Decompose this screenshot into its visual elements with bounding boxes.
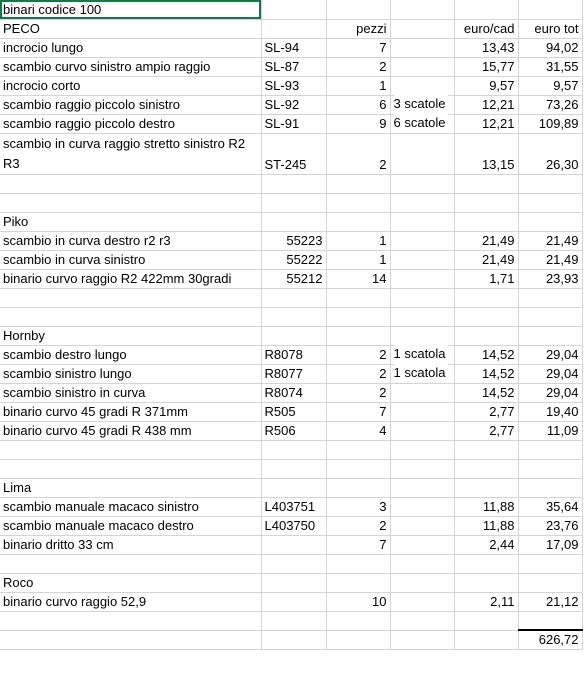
sheet-row (0, 421, 582, 440)
sheet-row (0, 250, 582, 269)
cell-description[interactable]: scambio sinistro lungo (0, 364, 261, 383)
cell-euro-cad[interactable] (454, 611, 518, 630)
cell-euro-tot[interactable] (518, 193, 582, 212)
cell-pezzi[interactable]: 1 (326, 231, 390, 250)
cell-note[interactable] (390, 57, 454, 76)
cell-note[interactable] (390, 402, 454, 421)
cell-euro-tot[interactable]: 73,26 (518, 95, 582, 114)
cell-pezzi[interactable]: 2 (326, 383, 390, 402)
cell-euro-tot[interactable] (518, 174, 582, 193)
cell-euro-tot[interactable] (518, 326, 582, 345)
cell-euro-tot[interactable] (518, 307, 582, 326)
cell-euro-tot[interactable] (518, 478, 582, 497)
cell-euro-cad[interactable] (454, 573, 518, 592)
cell-pezzi[interactable] (326, 611, 390, 630)
cell-pezzi[interactable] (326, 478, 390, 497)
cell-note[interactable] (390, 76, 454, 95)
cell-pezzi[interactable] (326, 326, 390, 345)
cell-code[interactable] (261, 307, 326, 326)
cell-description[interactable]: PECO (0, 19, 261, 38)
cell-pezzi[interactable]: 1 (326, 76, 390, 95)
cell-note[interactable] (390, 364, 454, 383)
cell-euro-cad[interactable] (454, 459, 518, 478)
cell-code[interactable] (261, 611, 326, 630)
sheet-row (0, 592, 582, 611)
cell-note[interactable] (390, 421, 454, 440)
cell-code[interactable]: SL-91 (261, 114, 326, 133)
cell-note[interactable] (390, 630, 454, 650)
sheet-row (0, 535, 582, 554)
cell-pezzi[interactable] (326, 193, 390, 212)
cell-euro-tot[interactable]: 94,02 (518, 38, 582, 57)
sheet-row (0, 19, 582, 38)
cell-euro-tot[interactable]: 21,49 (518, 231, 582, 250)
cell-euro-tot[interactable]: 23,76 (518, 516, 582, 535)
sheet-row (0, 57, 582, 76)
sheet-row (0, 630, 582, 650)
cell-description[interactable]: scambio raggio piccolo sinistro (0, 95, 261, 114)
cell-code[interactable]: SL-87 (261, 57, 326, 76)
cell-euro-tot[interactable]: 35,64 (518, 497, 582, 516)
cell-pezzi[interactable] (326, 212, 390, 231)
cell-note[interactable] (390, 174, 454, 193)
cell-euro-cad[interactable] (454, 478, 518, 497)
cell-description[interactable]: binario curvo 45 gradi R 371mm (0, 402, 261, 421)
cell-euro-tot[interactable]: 23,93 (518, 269, 582, 288)
cell-pezzi[interactable]: 7 (326, 535, 390, 554)
cell-description[interactable]: binari codice 100 (0, 0, 261, 19)
sheet-row (0, 174, 582, 193)
cell-euro-cad[interactable]: euro/cad (454, 19, 518, 38)
cell-note-text: 1 scatola (393, 345, 446, 361)
cell-pezzi[interactable]: 7 (326, 402, 390, 421)
cell-code[interactable]: 55212 (261, 269, 326, 288)
cell-note[interactable] (390, 440, 454, 459)
cell-note[interactable] (390, 288, 454, 307)
cell-euro-tot[interactable]: 17,09 (518, 535, 582, 554)
cell-euro-cad[interactable]: 12,21 (454, 114, 518, 133)
sheet-row (0, 440, 582, 459)
cell-note[interactable] (390, 133, 454, 174)
cell-pezzi[interactable] (326, 0, 390, 19)
cell-pezzi[interactable]: 2 (326, 364, 390, 383)
cell-euro-tot[interactable] (518, 212, 582, 231)
cell-pezzi[interactable]: 1 (326, 250, 390, 269)
cell-pezzi[interactable]: 14 (326, 269, 390, 288)
sheet-row (0, 383, 582, 402)
cell-code[interactable] (261, 174, 326, 193)
cell-code[interactable]: 55223 (261, 231, 326, 250)
cell-code[interactable] (261, 326, 326, 345)
cell-note[interactable] (390, 19, 454, 38)
cell-code[interactable]: R505 (261, 402, 326, 421)
cell-euro-tot[interactable]: 21,49 (518, 250, 582, 269)
sheet-row (0, 269, 582, 288)
sheet-row (0, 611, 582, 630)
cell-note-text: 6 scatole (393, 114, 446, 130)
cell-pezzi[interactable]: 2 (326, 345, 390, 364)
cell-euro-tot[interactable]: 29,04 (518, 345, 582, 364)
cell-pezzi[interactable] (326, 459, 390, 478)
cell-note[interactable] (390, 114, 454, 133)
cell-pezzi[interactable]: 6 (326, 95, 390, 114)
cell-euro-cad[interactable] (454, 630, 518, 650)
cell-euro-tot[interactable]: 29,04 (518, 364, 582, 383)
cell-euro-tot[interactable]: 21,12 (518, 592, 582, 611)
cell-description[interactable] (0, 174, 261, 193)
cell-euro-tot[interactable]: 9,57 (518, 76, 582, 95)
cell-note-text: 3 scatole (393, 95, 446, 111)
sheet-row (0, 76, 582, 95)
cell-pezzi[interactable]: 4 (326, 421, 390, 440)
cell-euro-cad[interactable]: 12,21 (454, 95, 518, 114)
cell-code[interactable] (261, 193, 326, 212)
cell-code[interactable] (261, 288, 326, 307)
sheet-row (0, 345, 582, 364)
cell-code[interactable]: L403751 (261, 497, 326, 516)
cell-note[interactable] (390, 554, 454, 573)
cell-code[interactable]: SL-92 (261, 95, 326, 114)
cell-euro-cad[interactable]: 15,77 (454, 57, 518, 76)
cell-euro-cad[interactable]: 14,52 (454, 364, 518, 383)
cell-description[interactable]: Hornby (0, 326, 261, 345)
cell-euro-tot[interactable]: 109,89 (518, 114, 582, 133)
cell-description[interactable]: scambio manuale macaco destro (0, 516, 261, 535)
cell-code[interactable]: R8077 (261, 364, 326, 383)
cell-description[interactable] (0, 554, 261, 573)
cell-code[interactable] (261, 212, 326, 231)
sheet-row (0, 95, 582, 114)
cell-euro-cad[interactable]: 21,49 (454, 250, 518, 269)
cell-note[interactable] (390, 611, 454, 630)
cell-euro-cad[interactable]: 2,77 (454, 421, 518, 440)
cell-euro-tot[interactable] (518, 611, 582, 630)
cell-code[interactable] (261, 19, 326, 38)
cell-euro-cad[interactable] (454, 554, 518, 573)
cell-pezzi[interactable] (326, 307, 390, 326)
cell-euro-cad[interactable] (454, 174, 518, 193)
cell-description[interactable] (0, 611, 261, 630)
cell-pezzi[interactable]: 3 (326, 497, 390, 516)
cell-description[interactable]: scambio in curva destro r2 r3 (0, 231, 261, 250)
cell-note[interactable] (390, 269, 454, 288)
cell-pezzi[interactable]: 7 (326, 38, 390, 57)
sheet-row (0, 38, 582, 57)
cell-note[interactable] (390, 326, 454, 345)
cell-description[interactable]: binario dritto 33 cm (0, 535, 261, 554)
cell-code[interactable]: 55222 (261, 250, 326, 269)
cell-euro-cad[interactable]: 2,44 (454, 535, 518, 554)
cell-description[interactable]: scambio in curva sinistro (0, 250, 261, 269)
cell-euro-cad[interactable] (454, 288, 518, 307)
cell-description[interactable]: scambio in curva raggio stretto sinistro R2 R3 (0, 133, 261, 174)
cell-euro-tot[interactable]: 19,40 (518, 402, 582, 421)
cell-code[interactable] (261, 440, 326, 459)
cell-pezzi[interactable] (326, 174, 390, 193)
cell-euro-tot[interactable]: euro tot (518, 19, 582, 38)
cell-code[interactable]: R8074 (261, 383, 326, 402)
cell-note[interactable] (390, 459, 454, 478)
cell-description[interactable]: Piko (0, 212, 261, 231)
cell-pezzi[interactable]: pezzi (326, 19, 390, 38)
cell-code[interactable] (261, 459, 326, 478)
cell-euro-cad[interactable]: 13,43 (454, 38, 518, 57)
cell-code[interactable]: ST-245 (261, 133, 326, 174)
cell-note[interactable] (390, 38, 454, 57)
cell-euro-cad[interactable]: 21,49 (454, 231, 518, 250)
cell-description[interactable]: incrocio lungo (0, 38, 261, 57)
cell-note-text: 1 scatola (393, 364, 446, 380)
cell-euro-cad[interactable]: 1,71 (454, 269, 518, 288)
cell-description[interactable]: scambio curvo sinistro ampio raggio (0, 57, 261, 76)
cell-euro-cad[interactable] (454, 0, 518, 19)
cell-description[interactable] (0, 288, 261, 307)
cell-code[interactable]: SL-94 (261, 38, 326, 57)
cell-euro-tot[interactable]: 26,30 (518, 133, 582, 174)
sheet-row (0, 288, 582, 307)
cell-euro-cad[interactable]: 13,15 (454, 133, 518, 174)
sheet-row (0, 212, 582, 231)
cell-euro-tot[interactable] (518, 459, 582, 478)
cell-description[interactable] (0, 307, 261, 326)
sheet-row (0, 193, 582, 212)
cell-note[interactable] (390, 573, 454, 592)
cell-pezzi[interactable] (326, 573, 390, 592)
cell-code[interactable]: R8078 (261, 345, 326, 364)
cell-euro-cad[interactable]: 11,88 (454, 516, 518, 535)
cell-euro-cad[interactable] (454, 440, 518, 459)
sheet-row (0, 133, 582, 174)
cell-note[interactable] (390, 345, 454, 364)
cell-code[interactable] (261, 0, 326, 19)
cell-euro-tot[interactable] (518, 440, 582, 459)
cell-euro-cad[interactable]: 14,52 (454, 383, 518, 402)
sheet-row (0, 573, 582, 592)
sheet-row (0, 478, 582, 497)
cell-description[interactable]: scambio raggio piccolo destro (0, 114, 261, 133)
cell-euro-cad[interactable] (454, 212, 518, 231)
sheet-row (0, 554, 582, 573)
cell-pezzi[interactable] (326, 440, 390, 459)
sheet-row (0, 497, 582, 516)
cell-euro-cad[interactable] (454, 307, 518, 326)
cell-description[interactable] (0, 459, 261, 478)
cell-note[interactable] (390, 478, 454, 497)
cell-euro-cad[interactable]: 2,77 (454, 402, 518, 421)
cell-euro-tot[interactable]: 31,55 (518, 57, 582, 76)
cell-euro-cad[interactable]: 2,11 (454, 592, 518, 611)
cell-description[interactable]: Roco (0, 573, 261, 592)
cell-pezzi[interactable]: 2 (326, 133, 390, 174)
sheet-row (0, 307, 582, 326)
cell-note[interactable] (390, 535, 454, 554)
cell-note[interactable] (390, 95, 454, 114)
cell-code[interactable] (261, 535, 326, 554)
cell-note[interactable] (390, 307, 454, 326)
cell-euro-tot[interactable] (518, 288, 582, 307)
cell-euro-tot[interactable]: 29,04 (518, 383, 582, 402)
cell-code[interactable] (261, 478, 326, 497)
sheet-row (0, 114, 582, 133)
cell-code[interactable]: SL-93 (261, 76, 326, 95)
cell-euro-tot[interactable]: 626,72 (518, 630, 582, 650)
cell-pezzi[interactable]: 9 (326, 114, 390, 133)
cell-note[interactable] (390, 212, 454, 231)
cell-pezzi[interactable]: 2 (326, 516, 390, 535)
cell-euro-cad[interactable] (454, 193, 518, 212)
cell-code[interactable] (261, 554, 326, 573)
cell-note[interactable] (390, 497, 454, 516)
cell-description[interactable]: binario curvo 45 gradi R 438 mm (0, 421, 261, 440)
cell-description[interactable]: scambio manuale macaco sinistro (0, 497, 261, 516)
cell-pezzi[interactable]: 2 (326, 57, 390, 76)
cell-euro-cad[interactable]: 9,57 (454, 76, 518, 95)
cell-note[interactable] (390, 250, 454, 269)
cell-description[interactable]: scambio destro lungo (0, 345, 261, 364)
sheet-row (0, 231, 582, 250)
cell-euro-cad[interactable]: 11,88 (454, 497, 518, 516)
cell-euro-tot[interactable] (518, 0, 582, 19)
cell-note[interactable] (390, 383, 454, 402)
cell-description[interactable]: Lima (0, 478, 261, 497)
cell-note[interactable] (390, 0, 454, 19)
cell-code[interactable] (261, 592, 326, 611)
cell-code[interactable] (261, 573, 326, 592)
cell-note[interactable] (390, 193, 454, 212)
cell-description[interactable]: incrocio corto (0, 76, 261, 95)
cell-note[interactable] (390, 516, 454, 535)
cell-code[interactable] (261, 630, 326, 650)
cell-euro-cad[interactable]: 14,52 (454, 345, 518, 364)
cell-code[interactable]: R506 (261, 421, 326, 440)
cell-pezzi[interactable]: 10 (326, 592, 390, 611)
cell-description[interactable]: scambio sinistro in curva (0, 383, 261, 402)
sheet-row (0, 516, 582, 535)
sheet-row (0, 0, 582, 19)
cell-description[interactable] (0, 193, 261, 212)
cell-note[interactable] (390, 231, 454, 250)
cell-euro-tot[interactable]: 11,09 (518, 421, 582, 440)
cell-euro-cad[interactable] (454, 326, 518, 345)
sheet-row (0, 326, 582, 345)
sheet-row (0, 402, 582, 421)
cell-euro-tot[interactable] (518, 573, 582, 592)
cell-description[interactable]: binario curvo raggio 52,9 (0, 592, 261, 611)
cell-pezzi[interactable] (326, 630, 390, 650)
cell-description[interactable] (0, 440, 261, 459)
cell-description[interactable] (0, 630, 261, 650)
cell-euro-tot[interactable] (518, 554, 582, 573)
cell-pezzi[interactable] (326, 554, 390, 573)
cell-code[interactable]: L403750 (261, 516, 326, 535)
sheet-row (0, 459, 582, 478)
cell-pezzi[interactable] (326, 288, 390, 307)
cell-description[interactable]: binario curvo raggio R2 422mm 30gradi (0, 269, 261, 288)
sheet-row (0, 364, 582, 383)
cell-note[interactable] (390, 592, 454, 611)
